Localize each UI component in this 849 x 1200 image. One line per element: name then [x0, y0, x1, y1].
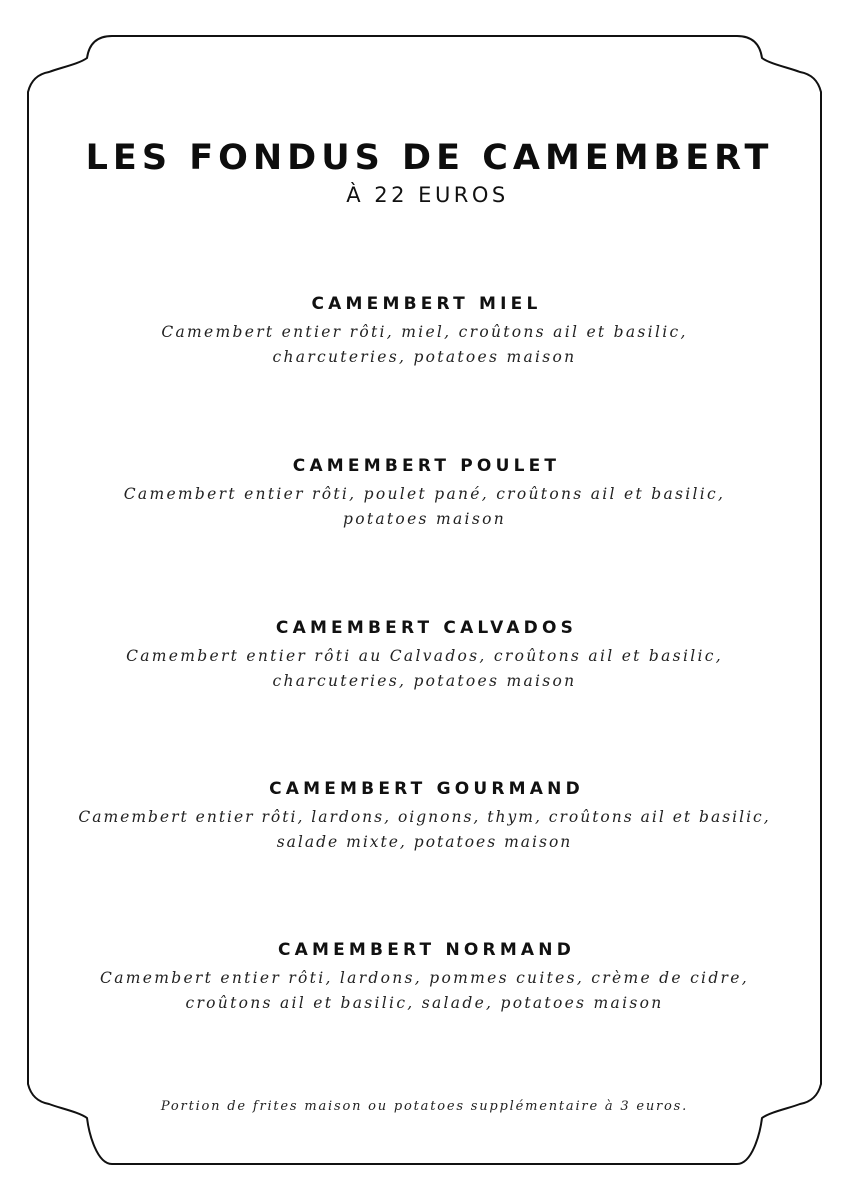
menu-item-description — [0, 482, 849, 532]
menu-item-description-line: croûtons ail et basilic, salade, potatoes maison — [185, 994, 664, 1012]
menu-item-description — [0, 320, 849, 370]
menu-item-description — [0, 805, 849, 855]
menu-item — [0, 292, 849, 370]
menu-item-name: CAMEMBERT MIEL — [311, 294, 542, 314]
menu-item — [0, 454, 849, 532]
menu-item — [0, 777, 849, 855]
menu-item-description-line: Camembert entier rôti, lardons, pommes cuites, crème de cidre, — [100, 969, 749, 987]
menu-item-name: CAMEMBERT GOURMAND — [269, 779, 584, 799]
menu-item — [0, 616, 849, 694]
menu-item-description-line: charcuteries, potatoes maison — [272, 348, 577, 366]
menu-item-description-line: potatoes maison — [342, 510, 506, 528]
menu-item-description-line: Camembert entier rôti, miel, croûtons ail et basilic, — [161, 323, 688, 341]
menu-item-name: CAMEMBERT NORMAND — [277, 940, 576, 960]
menu-item-description-line: Camembert entier rôti au Calvados, croûtons ail et basilic, — [126, 647, 723, 665]
menu-item-description — [0, 966, 849, 1016]
menu-item-description-line: charcuteries, potatoes maison — [272, 672, 577, 690]
menu-item-description-line: Camembert entier rôti, poulet pané, croûtons ail et basilic, — [123, 485, 726, 503]
menu-item-name: CAMEMBERT CALVADOS — [275, 618, 578, 638]
menu-price-subtitle: À 22 EUROS — [346, 183, 509, 207]
menu-item-name: CAMEMBERT POULET — [292, 456, 561, 476]
footnote: Portion de frites maison ou potatoes supplémentaire à 3 euros. — [160, 1099, 689, 1114]
menu-item-description-line: Camembert entier rôti, lardons, oignons, thym, croûtons ail et basilic, — [78, 808, 771, 826]
menu-item-description — [0, 644, 849, 694]
menu-item-description-line: salade mixte, potatoes maison — [276, 833, 573, 851]
menu-item — [0, 938, 849, 1016]
menu-title: LES FONDUS DE CAMEMBERT — [85, 138, 774, 178]
